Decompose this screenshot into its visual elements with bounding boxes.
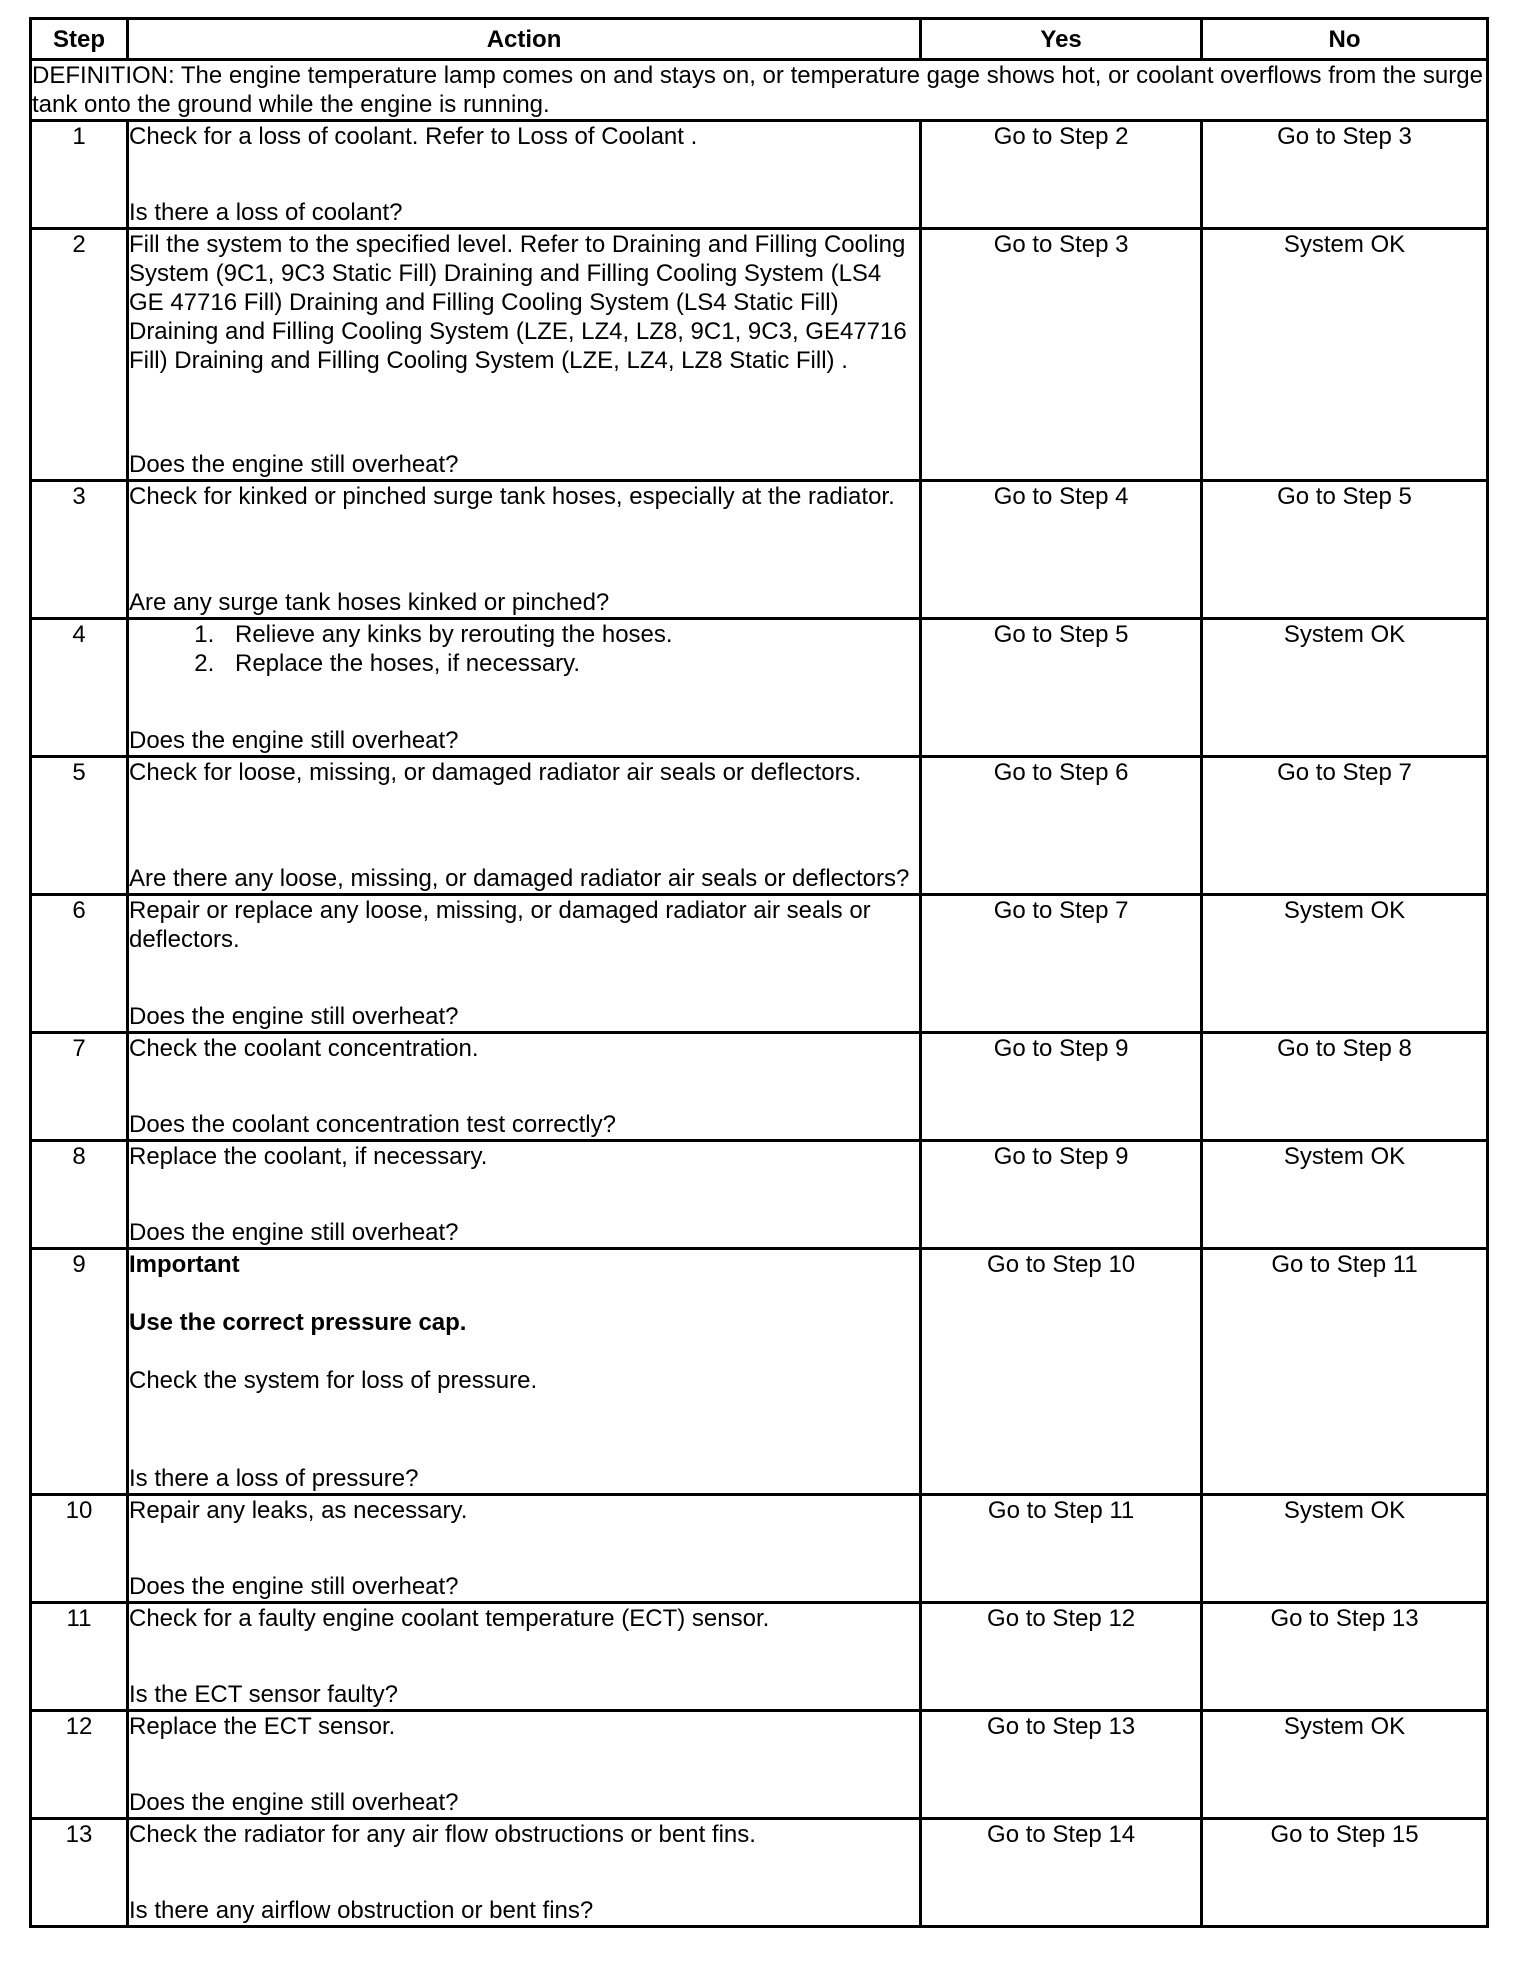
check-instruction: Check the coolant concentration. <box>128 1035 479 1062</box>
check-instruction: Check for loose, missing, or damaged radiator air seals or deflectors. <box>128 759 862 786</box>
action-content <box>129 758 919 893</box>
table-row <box>31 1819 1488 1927</box>
action-instructions <box>129 896 919 954</box>
step-number: 3 <box>31 481 128 619</box>
yes-result: Go to Step 14 <box>921 1819 1202 1927</box>
important-heading: Important <box>128 1251 240 1278</box>
no-result: Go to Step 5 <box>1202 481 1488 619</box>
action-content <box>129 1142 919 1247</box>
action-instructions <box>129 1712 919 1741</box>
no-result: Go to Step 11 <box>1202 1249 1488 1495</box>
table-row <box>31 1603 1488 1711</box>
yes-result: Go to Step 9 <box>921 1141 1202 1249</box>
yes-result: Go to Step 5 <box>921 619 1202 757</box>
definition-row <box>31 60 1488 121</box>
action-instructions <box>129 758 919 787</box>
step-number: 9 <box>31 1249 128 1495</box>
action-content <box>129 1496 919 1601</box>
step-action <box>127 619 920 757</box>
action-content <box>129 1820 919 1925</box>
check-instruction: Repair or replace any loose, missing, or damaged radiator air seals or deflectors. <box>128 897 871 953</box>
table-row <box>31 1033 1488 1141</box>
action-content <box>129 620 919 755</box>
step-number: 5 <box>31 757 128 895</box>
action-content <box>129 230 919 479</box>
check-instruction: Replace the coolant, if necessary. <box>128 1143 488 1170</box>
check-instruction: Check for kinked or pinched surge tank hoses, especially at the radiator. <box>128 483 895 510</box>
step-number: 8 <box>31 1141 128 1249</box>
step-question: Are any surge tank hoses kinked or pinched? <box>128 589 610 616</box>
action-instructions <box>129 122 919 151</box>
list-item: 1. Relieve any kinks by rerouting the hoses. <box>221 620 919 649</box>
no-result: Go to Step 3 <box>1202 121 1488 229</box>
table-row <box>31 229 1488 481</box>
no-result: Go to Step 8 <box>1202 1033 1488 1141</box>
table-row <box>31 481 1488 619</box>
step-action <box>127 481 920 619</box>
no-result: Go to Step 7 <box>1202 757 1488 895</box>
no-result: System OK <box>1202 1711 1488 1819</box>
step-question: Are there any loose, missing, or damaged radiator air seals or deflectors? <box>128 865 910 892</box>
action-instructions <box>129 1250 919 1395</box>
action-content <box>129 122 919 227</box>
step-question: Does the engine still overheat? <box>128 1789 459 1816</box>
table-row <box>31 895 1488 1033</box>
yes-result: Go to Step 6 <box>921 757 1202 895</box>
header-no: No <box>1202 19 1488 60</box>
no-result: System OK <box>1202 229 1488 481</box>
action-instructions <box>129 1604 919 1633</box>
header-yes: Yes <box>921 19 1202 60</box>
action-instructions <box>129 1034 919 1063</box>
check-instruction: Replace the ECT sensor. <box>128 1713 396 1740</box>
yes-result: Go to Step 3 <box>921 229 1202 481</box>
action-content <box>129 482 919 617</box>
action-content <box>129 896 919 1031</box>
step-question: Does the coolant concentration test correctly? <box>128 1111 616 1138</box>
yes-result: Go to Step 4 <box>921 481 1202 619</box>
header-action: Action <box>127 19 920 60</box>
important-note: Use the correct pressure cap. <box>128 1309 467 1336</box>
step-number: 2 <box>31 229 128 481</box>
step-number: 11 <box>31 1603 128 1711</box>
no-result: System OK <box>1202 1495 1488 1603</box>
table-row <box>31 121 1488 229</box>
action-instructions <box>129 482 919 511</box>
step-action <box>127 1711 920 1819</box>
step-action <box>127 757 920 895</box>
no-result: System OK <box>1202 895 1488 1033</box>
action-content <box>129 1712 919 1817</box>
yes-result: Go to Step 7 <box>921 895 1202 1033</box>
yes-result: Go to Step 12 <box>921 1603 1202 1711</box>
step-question: Is the ECT sensor faulty? <box>128 1681 398 1708</box>
step-action <box>127 1603 920 1711</box>
definition-text: DEFINITION: The engine temperature lamp comes on and stays on, or temperature gage shows hot, or coolant overflows from the surge tank onto the ground while the engine is running. <box>31 60 1488 121</box>
step-action <box>127 121 920 229</box>
action-instructions <box>129 1820 919 1849</box>
header-step: Step <box>31 19 128 60</box>
step-action <box>127 1495 920 1603</box>
step-action <box>127 895 920 1033</box>
table-row <box>31 1141 1488 1249</box>
step-action <box>127 1141 920 1249</box>
step-action <box>127 1033 920 1141</box>
step-action <box>127 1249 920 1495</box>
step-question: Does the engine still overheat? <box>128 1219 459 1246</box>
yes-result: Go to Step 9 <box>921 1033 1202 1141</box>
action-content <box>129 1250 919 1493</box>
yes-result: Go to Step 2 <box>921 121 1202 229</box>
list-item: 2. Replace the hoses, if necessary. <box>221 649 919 678</box>
yes-result: Go to Step 10 <box>921 1249 1202 1495</box>
step-number: 13 <box>31 1819 128 1927</box>
action-instructions <box>129 1496 919 1525</box>
step-question: Does the engine still overheat? <box>128 1573 459 1600</box>
instruction-list <box>129 620 919 678</box>
step-number: 7 <box>31 1033 128 1141</box>
no-result: System OK <box>1202 619 1488 757</box>
yes-result: Go to Step 11 <box>921 1495 1202 1603</box>
check-instruction: Check the system for loss of pressure. <box>128 1367 538 1394</box>
action-instructions <box>129 1142 919 1171</box>
check-instruction: Check for a loss of coolant. Refer to Loss of Coolant . <box>128 123 698 150</box>
step-question: Does the engine still overheat? <box>128 727 459 754</box>
step-question: Is there a loss of coolant? <box>128 199 403 226</box>
check-instruction: Fill the system to the specified level. Refer to Draining and Filling Cooling System (9C1, 9C3 Static Fill) Draining and Filling Cooling System (LS4 GE 47716 Fill) Draining and Filling Cooling System (LS4 Static Fill) Draining and Filling Cooling System (LZE, LZ4, LZ8, 9C1, 9C3, GE47716 Fill) Draining and Filling Cooling System (LZE, LZ4, LZ8 Static Fill) . <box>128 231 907 374</box>
no-result: Go to Step 15 <box>1202 1819 1488 1927</box>
yes-result: Go to Step 13 <box>921 1711 1202 1819</box>
action-instructions <box>129 230 919 375</box>
header-row <box>31 19 1488 60</box>
step-action <box>127 229 920 481</box>
table-row <box>31 757 1488 895</box>
step-question: Does the engine still overheat? <box>128 1003 459 1030</box>
step-number: 12 <box>31 1711 128 1819</box>
step-number: 10 <box>31 1495 128 1603</box>
step-action <box>127 1819 920 1927</box>
step-number: 4 <box>31 619 128 757</box>
check-instruction: Check for a faulty engine coolant temperature (ECT) sensor. <box>128 1605 770 1632</box>
no-result: Go to Step 13 <box>1202 1603 1488 1711</box>
table-row <box>31 1249 1488 1495</box>
check-instruction: Repair any leaks, as necessary. <box>128 1497 468 1524</box>
step-question: Does the engine still overheat? <box>128 451 459 478</box>
table-row <box>31 619 1488 757</box>
step-number: 1 <box>31 121 128 229</box>
action-content <box>129 1604 919 1709</box>
step-question: Is there any airflow obstruction or bent fins? <box>128 1897 594 1924</box>
action-instructions <box>129 620 919 678</box>
action-content <box>129 1034 919 1139</box>
diagnostic-table <box>29 17 1489 1928</box>
check-instruction: Check the radiator for any air flow obstructions or bent fins. <box>128 1821 756 1848</box>
table-row <box>31 1711 1488 1819</box>
table-row <box>31 1495 1488 1603</box>
no-result: System OK <box>1202 1141 1488 1249</box>
step-question: Is there a loss of pressure? <box>128 1465 419 1492</box>
step-number: 6 <box>31 895 128 1033</box>
